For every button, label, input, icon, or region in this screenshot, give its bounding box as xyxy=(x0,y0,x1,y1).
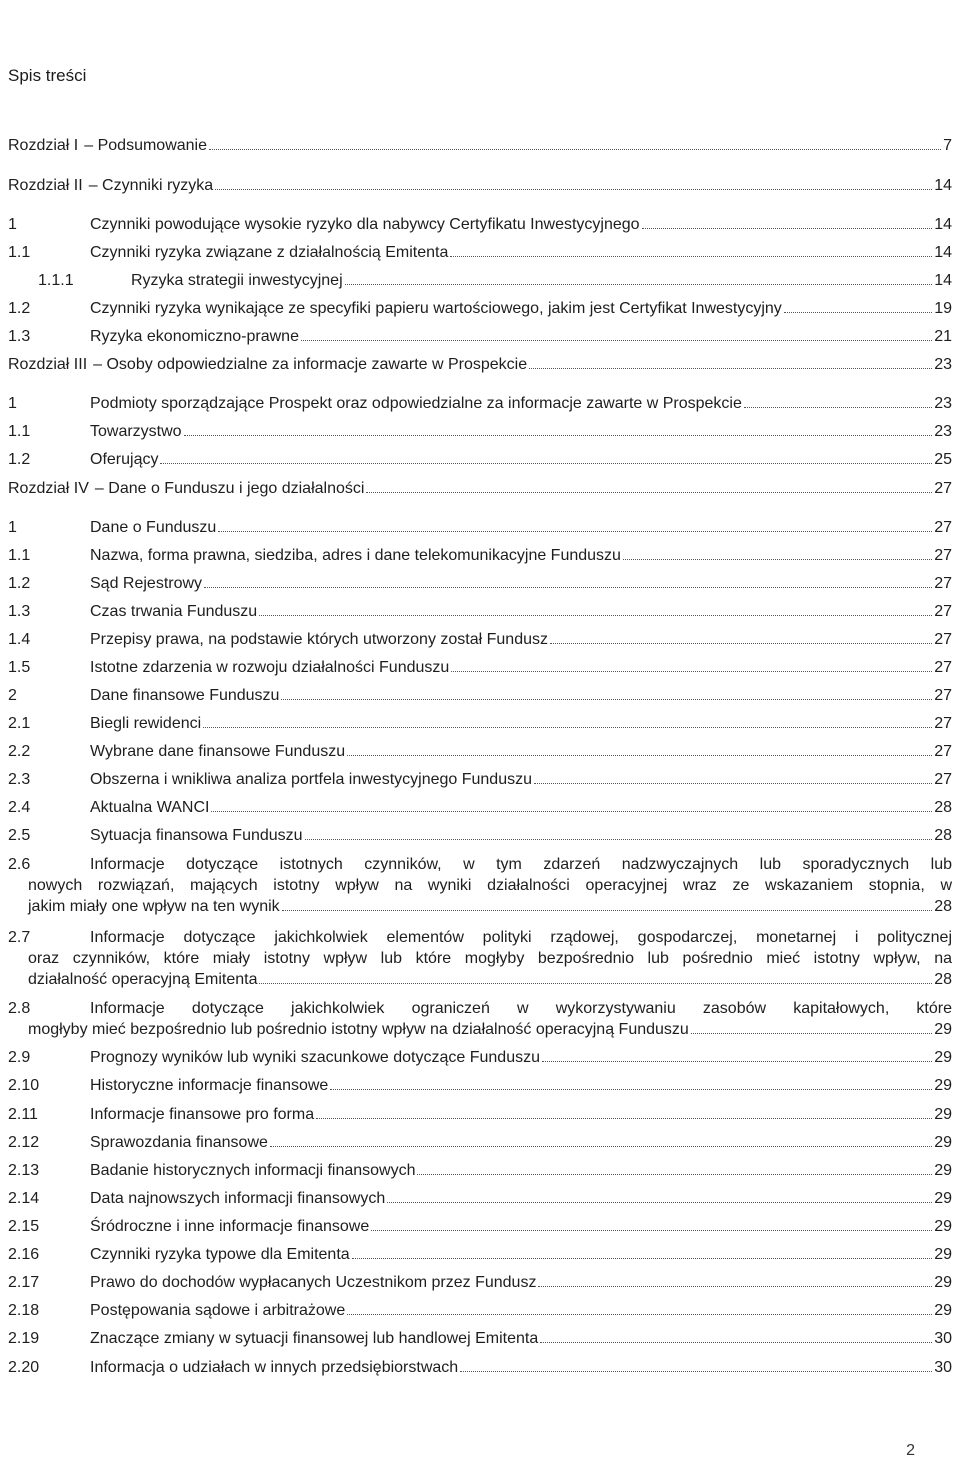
dot-leader xyxy=(744,406,932,408)
toc-entry-page: 29 xyxy=(934,1134,952,1151)
toc-entry-text: – Podsumowanie xyxy=(84,137,207,154)
toc-entry[interactable] xyxy=(8,1357,952,1378)
toc-entry-text: oraz czynników, które miały istotny wpływ lub które mogłyby bezpośrednio lub pośrednio mieć istotny wpływ, na xyxy=(28,950,952,967)
toc-entry-number: 1 xyxy=(8,395,17,412)
toc-entry-number: 1.3 xyxy=(8,603,31,620)
dot-leader xyxy=(316,1117,932,1119)
toc-entry-text: Informacje dotyczące istotnych czynników, w tym zdarzeń nadzwyczajnych lub sporadycznych lub xyxy=(90,856,952,873)
toc-entry-text: Prognozy wyników lub wyniki szacunkowe dotyczące Funduszu xyxy=(90,1049,540,1066)
toc-entry[interactable] xyxy=(8,1300,952,1321)
toc-entry-page: 19 xyxy=(934,300,952,317)
toc-entry[interactable] xyxy=(8,769,952,790)
dot-leader xyxy=(538,1285,932,1287)
toc-entry[interactable] xyxy=(8,517,952,538)
toc-entry-text: Czynniki powodujące wysokie ryzyko dla nabywcy Certyfikatu Inwestycyjnego xyxy=(90,216,640,233)
toc-entry-page: 27 xyxy=(934,771,952,788)
dot-leader xyxy=(642,227,933,229)
toc-entry-number: 2.20 xyxy=(8,1359,40,1376)
toc-entry-page: 29 xyxy=(934,1274,952,1291)
toc-entry-text: – Dane o Funduszu i jego działalności xyxy=(94,480,365,497)
dot-leader xyxy=(184,434,933,436)
dot-leader xyxy=(542,1060,932,1062)
toc-entry-text: Informacje dotyczące jakichkolwiek ograniczeń w wykorzystywaniu zasobów kapitałowych, które xyxy=(90,1000,952,1017)
toc-entry-number: Rozdział III xyxy=(8,356,88,373)
dot-leader xyxy=(450,255,932,257)
toc-entry-page: 14 xyxy=(934,244,952,261)
toc-entry[interactable] xyxy=(8,685,952,706)
toc-entry[interactable] xyxy=(8,298,952,319)
toc-entry[interactable] xyxy=(8,545,952,566)
toc-entry-number: 2.16 xyxy=(8,1246,40,1263)
toc-entry[interactable] xyxy=(8,1244,952,1265)
toc-entry[interactable] xyxy=(8,478,952,499)
dot-leader xyxy=(281,698,932,700)
toc-entry-text: Aktualna WANCI xyxy=(90,799,210,816)
toc-entry-number: 2.15 xyxy=(8,1218,40,1235)
toc-entry[interactable] xyxy=(8,1328,952,1349)
toc-entry-number: 2.6 xyxy=(8,856,31,873)
toc-entry-text: Sąd Rejestrowy xyxy=(90,575,203,592)
toc-entry[interactable] xyxy=(8,998,952,1040)
dot-leader xyxy=(451,670,932,672)
dot-leader xyxy=(623,558,932,560)
toc-entry-number: 2.19 xyxy=(8,1330,40,1347)
toc-entry-text: Biegli rewidenci xyxy=(90,715,202,732)
toc-entry-page: 30 xyxy=(934,1330,952,1347)
dot-leader xyxy=(259,614,932,616)
toc-entry-text: Prawo do dochodów wypłacanych Uczestnikom przez Fundusz xyxy=(90,1274,537,1291)
toc-entry-number: 2.10 xyxy=(8,1077,40,1094)
toc-entry-text: nowych rozwiązań, mających istotny wpływ na wyniki działalności operacyjnej wraz ze wskazaniem stopnia, w xyxy=(28,877,952,894)
dot-leader xyxy=(270,1145,932,1147)
toc-entry-number: 1.1 xyxy=(8,423,31,440)
toc-entry-page: 23 xyxy=(934,423,952,440)
toc-entry-text: Sprawozdania finansowe xyxy=(90,1134,268,1151)
dot-leader xyxy=(211,810,932,812)
toc-entry-number: 1.3 xyxy=(8,328,31,345)
toc-entry-number: Rozdział IV xyxy=(8,480,89,497)
toc-entry-text: działalność operacyjną Emitenta xyxy=(28,971,258,988)
toc-entry-text: Czas trwania Funduszu xyxy=(90,603,258,620)
toc-entry-text: Oferujący xyxy=(90,451,159,468)
toc-entry-page: 28 xyxy=(934,971,952,988)
toc-entry[interactable] xyxy=(8,854,952,917)
toc-entry-text: Obszerna i wnikliwa analiza portfela inwestycyjnego Funduszu xyxy=(90,771,532,788)
dot-leader xyxy=(305,838,933,840)
toc-entry-page: 29 xyxy=(934,1049,952,1066)
toc-entry[interactable] xyxy=(8,1160,952,1181)
dot-leader xyxy=(352,1257,933,1259)
toc-entry[interactable] xyxy=(8,1047,952,1068)
toc-entry[interactable] xyxy=(8,1104,952,1125)
toc-entry[interactable] xyxy=(8,657,952,678)
toc-entry[interactable] xyxy=(8,741,952,762)
toc-entry-number: 1.2 xyxy=(8,575,31,592)
toc-entry-number: 1.1 xyxy=(8,244,31,261)
toc-entry-text: Przepisy prawa, na podstawie których utworzony został Fundusz xyxy=(90,631,548,648)
toc-entry-text: Postępowania sądowe i arbitrażowe xyxy=(90,1302,346,1319)
toc-entry[interactable] xyxy=(8,1132,952,1153)
toc-entry-text: – Osoby odpowiedzialne za informacje zawarte w Prospekcie xyxy=(93,356,528,373)
dot-leader xyxy=(417,1173,932,1175)
toc-entry-text: Istotne zdarzenia w rozwoju działalności Funduszu xyxy=(90,659,450,676)
toc-entry-number: 1.4 xyxy=(8,631,31,648)
toc-entry[interactable] xyxy=(8,573,952,594)
toc-entry-page: 29 xyxy=(934,1190,952,1207)
dot-leader xyxy=(784,311,932,313)
toc-entry[interactable] xyxy=(8,713,952,734)
toc-entry-page: 25 xyxy=(934,451,952,468)
toc-entry-text: Informacje finansowe pro forma xyxy=(90,1106,315,1123)
toc-entry-text: Czynniki ryzyka wynikające ze specyfiki papieru wartościowego, jakim jest Certyfikat Inwestycyjny xyxy=(90,300,782,317)
toc-entry-page: 29 xyxy=(934,1302,952,1319)
dot-leader xyxy=(204,586,932,588)
toc-entry-page: 14 xyxy=(934,177,952,194)
toc-entry[interactable] xyxy=(8,1216,952,1237)
toc-entry-number: 2.18 xyxy=(8,1302,40,1319)
dot-leader xyxy=(550,642,932,644)
dot-leader xyxy=(345,283,933,285)
dot-leader xyxy=(347,754,932,756)
toc-entry-text: Informacja o udziałach w innych przedsiębiorstwach xyxy=(90,1359,459,1376)
toc-entry-page: 14 xyxy=(934,216,952,233)
toc-entry-number: 2.12 xyxy=(8,1134,40,1151)
toc-entry[interactable] xyxy=(8,1075,952,1096)
toc-entry-page: 27 xyxy=(934,603,952,620)
toc-entry-page: 28 xyxy=(934,799,952,816)
page-number: 2 xyxy=(906,1442,915,1459)
toc-entry[interactable] xyxy=(8,242,952,263)
toc-entry[interactable] xyxy=(8,1188,952,1209)
page-title: Spis treści xyxy=(8,66,87,85)
toc-entry-number: 1.2 xyxy=(8,451,31,468)
toc-entry[interactable] xyxy=(8,629,952,650)
toc-entry-page: 28 xyxy=(934,827,952,844)
toc-entry-number: 2.5 xyxy=(8,827,31,844)
toc-entry-text: mogłyby mieć bezpośrednio lub pośrednio istotny wpływ na działalność operacyjną Funduszu xyxy=(28,1021,689,1038)
toc-entry-number: 2.1 xyxy=(8,715,31,732)
toc-entry-page: 27 xyxy=(934,575,952,592)
toc-entry-number: 2.8 xyxy=(8,1000,31,1017)
toc-entry[interactable] xyxy=(8,326,952,347)
toc-entry[interactable] xyxy=(8,270,952,291)
toc-entry[interactable] xyxy=(8,927,952,990)
dot-leader xyxy=(203,726,932,728)
toc-entry-text: Dane finansowe Funduszu xyxy=(90,687,280,704)
toc-entry[interactable] xyxy=(8,1272,952,1293)
toc-entry-page: 27 xyxy=(934,547,952,564)
toc-entry-number: 1 xyxy=(8,216,17,233)
dot-leader xyxy=(259,982,932,984)
toc-entry-text: Czynniki ryzyka związane z działalnością Emitenta xyxy=(90,244,449,261)
toc-entry[interactable] xyxy=(8,393,952,414)
toc-entry-text: Dane o Funduszu xyxy=(90,519,217,536)
toc-entry-page: 27 xyxy=(934,715,952,732)
toc-entry-page: 21 xyxy=(934,328,952,345)
toc-entry-text: jakim miały one wpływ na ten wynik xyxy=(28,898,280,915)
toc-entry-text: Ryzyka strategii inwestycyjnej xyxy=(131,272,343,289)
toc-entry-page: 29 xyxy=(934,1162,952,1179)
toc-entry-page: 27 xyxy=(934,631,952,648)
toc-entry-page: 29 xyxy=(934,1021,952,1038)
toc-entry[interactable] xyxy=(8,175,952,196)
dot-leader xyxy=(218,530,932,532)
toc-entry-number: 2.7 xyxy=(8,929,31,946)
dot-leader xyxy=(387,1201,932,1203)
toc-entry-page: 29 xyxy=(934,1246,952,1263)
toc-entry-page: 29 xyxy=(934,1218,952,1235)
toc-entry-text: Znaczące zmiany w sytuacji finansowej lub handlowej Emitenta xyxy=(90,1330,539,1347)
toc-entry-text: Data najnowszych informacji finansowych xyxy=(90,1190,386,1207)
dot-leader xyxy=(691,1032,932,1034)
toc-entry-page: 23 xyxy=(934,356,952,373)
toc-entry[interactable] xyxy=(8,214,952,235)
dot-leader xyxy=(529,367,932,369)
toc-entry-text: Nazwa, forma prawna, siedziba, adres i dane telekomunikacyjne Funduszu xyxy=(90,547,621,564)
toc-entry-page: 29 xyxy=(934,1077,952,1094)
toc-entry[interactable] xyxy=(8,601,952,622)
toc-entry-number: 2.14 xyxy=(8,1190,40,1207)
toc-entry[interactable] xyxy=(8,449,952,470)
toc-entry-number: 1.1 xyxy=(8,547,31,564)
toc-entry-number: Rozdział II xyxy=(8,177,83,194)
toc-entry-page: 23 xyxy=(934,395,952,412)
toc-entry-number: 2.17 xyxy=(8,1274,40,1291)
toc-entry-page: 14 xyxy=(934,272,952,289)
toc-entry[interactable] xyxy=(8,825,952,846)
dot-leader xyxy=(301,339,932,341)
dot-leader xyxy=(371,1229,932,1231)
toc-entry-page: 27 xyxy=(934,519,952,536)
dot-leader xyxy=(366,491,932,493)
toc-entry-text: Towarzystwo xyxy=(90,423,182,440)
toc-entry-number: 1.1.1 xyxy=(38,272,74,289)
toc-entry-text: Czynniki ryzyka typowe dla Emitenta xyxy=(90,1246,350,1263)
dot-leader xyxy=(160,462,932,464)
toc-entry-number: 2.2 xyxy=(8,743,31,760)
dot-leader xyxy=(540,1341,932,1343)
dot-leader xyxy=(282,909,933,911)
toc-entry-page: 29 xyxy=(934,1106,952,1123)
toc-entry-text: Historyczne informacje finansowe xyxy=(90,1077,329,1094)
dot-leader xyxy=(209,148,941,150)
toc-entry-page: 28 xyxy=(934,898,952,915)
toc-entry-page: 27 xyxy=(934,687,952,704)
toc-entry-text: Śródroczne i inne informacje finansowe xyxy=(90,1218,370,1235)
toc-entry-number: Rozdział I xyxy=(8,137,79,154)
toc-entry[interactable] xyxy=(8,354,952,375)
toc-entry-page: 7 xyxy=(943,137,952,154)
toc-entry-number: 2.4 xyxy=(8,799,31,816)
toc-entry-text: Wybrane dane finansowe Funduszu xyxy=(90,743,346,760)
toc-entry-number: 1 xyxy=(8,519,17,536)
toc-entry[interactable] xyxy=(8,135,952,156)
toc-entry-number: 2 xyxy=(8,687,17,704)
toc-entry-number: 2.13 xyxy=(8,1162,40,1179)
toc-entry-text: Sytuacja finansowa Funduszu xyxy=(90,827,303,844)
dot-leader xyxy=(460,1370,932,1372)
toc-entry-page: 30 xyxy=(934,1359,952,1376)
toc-entry-page: 27 xyxy=(934,659,952,676)
dot-leader xyxy=(534,782,932,784)
toc-entry-number: 2.9 xyxy=(8,1049,31,1066)
dot-leader xyxy=(330,1088,932,1090)
toc-entry-text: Podmioty sporządzające Prospekt oraz odpowiedzialne za informacje zawarte w Prospekcie xyxy=(90,395,742,412)
dot-leader xyxy=(347,1313,932,1315)
dot-leader xyxy=(215,188,932,190)
toc-entry-number: 2.11 xyxy=(8,1106,38,1123)
toc-entry-page: 27 xyxy=(934,480,952,497)
toc-entry-number: 1.5 xyxy=(8,659,31,676)
toc-entry-text: – Czynniki ryzyka xyxy=(88,177,214,194)
toc-entry[interactable] xyxy=(8,797,952,818)
toc-entry-number: 2.3 xyxy=(8,771,31,788)
toc-entry[interactable] xyxy=(8,421,952,442)
toc-entry-page: 27 xyxy=(934,743,952,760)
toc-entry-number: 1.2 xyxy=(8,300,31,317)
toc-entry-text: Ryzyka ekonomiczno-prawne xyxy=(90,328,299,345)
toc-entry-text: Badanie historycznych informacji finansowych xyxy=(90,1162,416,1179)
toc-entry-text: Informacje dotyczące jakichkolwiek elementów polityki rządowej, gospodarczej, monetarnej i politycznej xyxy=(90,929,952,946)
